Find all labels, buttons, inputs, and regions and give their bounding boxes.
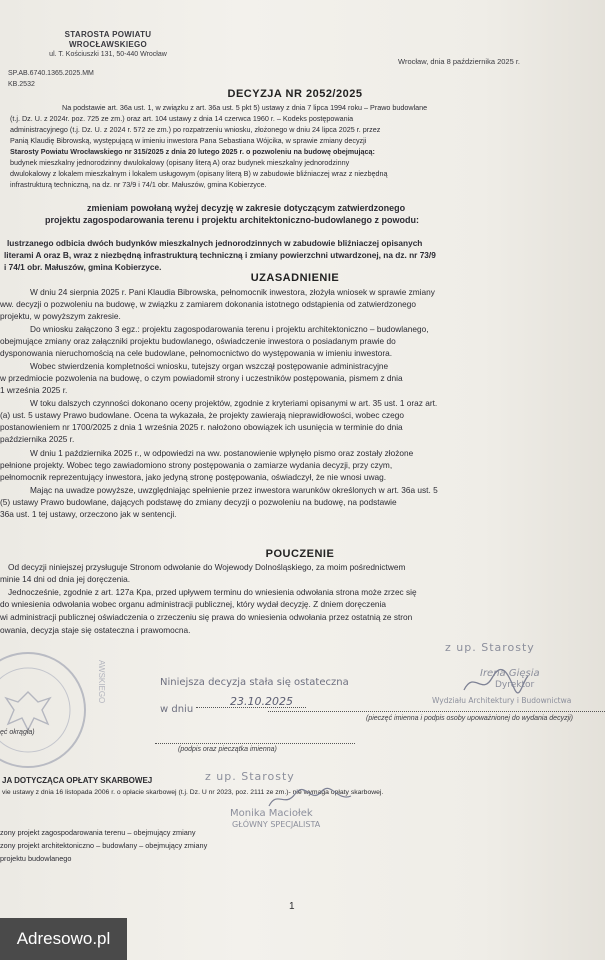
signer-name: Irena Gięsia	[480, 668, 540, 679]
justification-line: ww. decyzji o pozwoleniu na budowę, w związku z zamiarem dokonania istotnego odstąpienia od zatwierdzonego	[0, 299, 417, 309]
county-name: WROCŁAWSKIEGO	[68, 40, 148, 49]
page-number: 1	[289, 901, 295, 912]
final-date: 23.10.2025	[230, 695, 293, 708]
change-line-2: projektu zagospodarowania terenu i projektu architektoniczno-budowlanego z powodu:	[45, 215, 420, 225]
kb-number: KB.2532	[8, 81, 35, 88]
basis-line: Na podstawie art. 36a ust. 1, w związku z art. 36a ust. 5 pkt 5) ustawy z dnia 7 lipca 1994 roku – Prawo budowlane	[62, 103, 428, 112]
justification-line: W dniu 24 sierpnia 2025 r. Pani Klaudia Bibrowska, pełnomocnik inwestora, złożyła wniosek w sprawie zmiany	[30, 287, 435, 297]
office-name: STAROSTA POWIATU	[64, 30, 152, 39]
instruction-line: minie 14 dni od dnia jej doręczenia.	[0, 574, 131, 584]
finality-line: Niniejsza decyzja stała się ostateczna	[160, 677, 349, 688]
justification-line: w przedmiocie pozwolenia na budowę, o czym powiadomił strony i uczestników postępowania, pismem z dnia	[0, 373, 403, 383]
seal-ring-text: AWSKIEGO	[97, 660, 106, 704]
instruction-line: Od decyzji niniejszej przysługuje Stronom odwołanie do Wojewody Dolnośląskiego, za moim pośrednictwem	[8, 562, 406, 572]
round-seal-label: ęć okrągła)	[0, 729, 35, 736]
basis-line: budynek mieszkalny jednorodzinny dwulokalowy (opisany literą A) oraz budynek mieszkalny jednorodzinny	[10, 158, 350, 167]
justification-line: pełnione projekty. Wobec tego zawiadomiono strony postępowania o zamiarze wydania decyzji, przy czym,	[0, 460, 393, 470]
office-address: ul. T. Kościuszki 131, 50-440 Wrocław	[49, 51, 167, 58]
justification-line: Do wniosku załączono 3 egz.: projektu zagospodarowania terenu i projektu architektoniczno – budowlanego,	[30, 324, 429, 334]
attachment-item: projektu budowlanego	[0, 854, 72, 863]
place-date: Wrocław, dnia 8 października 2025 r.	[398, 57, 521, 66]
attachments-list	[0, 828, 400, 874]
fee-title: JA DOTYCZĄCA OPŁATY SKARBOWEJ	[2, 776, 153, 785]
basis-line: Panią Klaudię Bibrowską, występującą w imieniu inwestora Pana Sebastiana Wójcika, w sprawie zmiany decyzji	[10, 136, 367, 145]
change-reason	[0, 238, 605, 274]
instruction-body	[0, 562, 605, 652]
finality-stamp-text: z up. Starosty	[445, 641, 535, 654]
justification-line: Wobec stwierdzenia kompletności wniosku, tutejszy organ wszczął postępowanie administracyjne	[30, 361, 389, 371]
justification-line: W dniu 1 października 2025 r., w odpowiedzi na ww. postanowienie wpłynęło pismo oraz zostały złożone	[30, 448, 414, 458]
decision-title: DECYZJA NR 2052/2025	[227, 88, 363, 100]
justification-line: postanowieniem nr 1700/2025 z dnia 1 września 2025 r. nałożono obowiązek ich usunięcia w terminie do dnia	[0, 422, 403, 432]
justification-line: dysponowania nieruchomością na cele budowlane, pełnomocnictwo do występowania w imieniu inwestora.	[0, 348, 393, 358]
justification-title: UZASADNIENIE	[250, 272, 340, 284]
handwritten-signature	[460, 668, 530, 698]
attachment-item: zony projekt zagospodarowania terenu – obejmujący zmiany	[0, 828, 196, 837]
office-header	[38, 30, 178, 59]
change-line-1: zmieniam powołaną wyżej decyzję w zakresie dotyczącym zatwierdzonego	[87, 203, 406, 213]
fee-stamp-text: z up. Starosty	[205, 770, 295, 783]
fee-line: vie ustawy z dnia 16 listopada 2006 r. o opłacie skarbowej (t.j. Dz. U nr 2023, poz. 2111 ze zm.)- nie wymaga opłaty skarbowej.	[2, 789, 384, 796]
department-name: Wydziału Architektury i Budownictwa	[432, 696, 572, 705]
fee-signer-name: Monika Maciołek	[230, 808, 313, 819]
watermark-badge: Adresowo.pl	[0, 918, 127, 960]
round-seal	[0, 652, 86, 768]
justification-line: 36a ust. 1 tej ustawy, orzeczono jak w sentencji.	[0, 509, 177, 519]
instruction-line: Jednocześnie, zgodnie z art. 127a Kpa, przed upływem terminu do wniesienia odwołania strona może zrzec się	[8, 587, 417, 597]
eagle-emblem-icon	[0, 654, 84, 766]
justification-line: projektu, w powyższym zakresie.	[0, 311, 121, 321]
reason-line: i 74/1 obr. Małuszów, gmina Kobierzyce.	[4, 262, 162, 272]
sign-line	[155, 743, 355, 744]
instruction-title: POUCZENIE	[265, 548, 335, 560]
justification-line: W toku dalszych czynności dokonano oceny projektów, zgodnie z kryteriami opisanymi w art. 35 ust. 1 oraz art.	[30, 398, 438, 408]
instruction-line: do wniesienia odwołania wobec organu administracji publicznej, który wydał decyzję. Z dniem doręczenia	[0, 599, 387, 609]
basis-line: dwulokalowy z lokalem mieszkalnym i lokalem usługowym (opisany literą B) w zabudowie bliźniaczej wraz z niezbędną	[10, 169, 388, 178]
basis-line: infrastrukturą techniczną, na dz. nr 73/9 i 74/1 obr. Małuszów, gmina Kobierzyce.	[10, 180, 267, 189]
signer-role: Dyrektor	[495, 680, 535, 690]
basis-line: Starosty Powiatu Wrocławskiego nr 315/2025 z dnia 20 lutego 2025 r. o pozwoleniu na budowę obejmującą:	[10, 147, 375, 156]
reason-line: lustrzanego odbicia dwóch budynków mieszkalnych jednorodzinnych w zabudowie bliźniaczej opisanych	[7, 238, 423, 248]
change-statement	[0, 203, 600, 229]
sign-caption: (podpis oraz pieczątka imienna)	[178, 746, 277, 753]
justification-line: (5) ustawy Prawo budowlane, dających podstawę do zmiany decyzji o pozwoleniu na budowę, na podstawie	[0, 497, 397, 507]
justification-line: (a) ust. 5 ustawy Prawo budowlane. Ocena ta wykazała, że projekty zawierają nieprawidłowości, wobec czego	[0, 410, 404, 420]
basis-line: (t.j. Dz. U. z 2024r. poz. 725 ze zm.) oraz art. 104 ustawy z dnia 14 czerwca 1960 r. – Kodeks postępowania	[10, 114, 354, 123]
justification-line: obejmujące zmiany oraz załączniki projektu budowlanego, oświadczenie inwestora o posiadanym prawie do	[0, 336, 396, 346]
justification-line: pełnomocnik reprezentujący inwestora, jako jedyną stronę postępowania, oświadczył, że nie wnosi uwag.	[0, 472, 387, 482]
basis-line: administracyjnego (t.j. Dz. U. z 2024 r. 572 ze zm.) po rozpatrzeniu wniosku, złożonego w dniu 24 lipca 2025 r. przez	[10, 125, 381, 134]
case-sign: SP.AB.6740.1365.2025.MM	[8, 70, 94, 77]
attachment-item: zony projekt architektoniczno – budowlany – obejmujący zmiany	[0, 841, 208, 850]
signature-caption: (pieczęć imienna i podpis osoby upoważnionej do wydania decyzji)	[366, 715, 574, 722]
reason-line: literami A oraz B, wraz z niezbędną infrastrukturą techniczną i zmiany powierzchni utwardzonej, na dz. nr 73/9	[4, 250, 436, 260]
day-label: w dniu	[160, 704, 194, 715]
signature-line	[268, 711, 605, 712]
instruction-line: owania, decyzja staje się ostateczna i prawomocna.	[0, 625, 191, 635]
justification-line: października 2025 r.	[0, 434, 75, 444]
fee-signer-role: GŁÓWNY SPECJALISTA	[232, 820, 321, 829]
justification-line: Mając na uwadze powyższe, uwzględniając spełnienie przez inwestora warunków określonych w art. 36a ust. 5	[30, 485, 438, 495]
decision-basis	[0, 103, 600, 198]
justification-body	[0, 287, 605, 532]
justification-line: 1 września 2025 r.	[0, 385, 68, 395]
instruction-line: wi administracji publicznej oświadczenia o zrzeczeniu się prawa do wniesienia odwołania przez ostatnią ze stron	[0, 612, 413, 622]
